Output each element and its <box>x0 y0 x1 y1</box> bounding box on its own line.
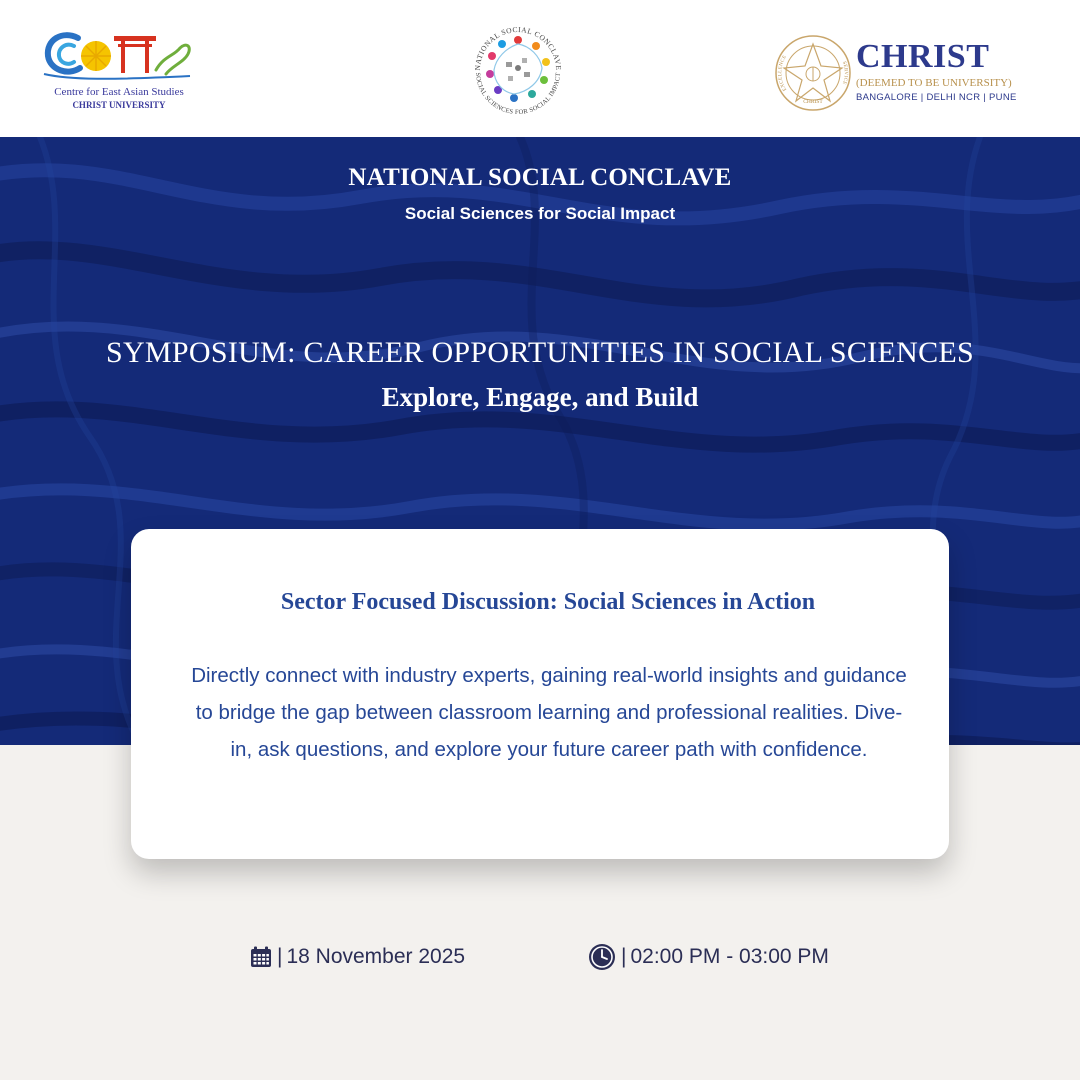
ceas-name: Centre for East Asian Studies <box>54 86 184 98</box>
ceas-institution: CHRIST UNIVERSITY <box>72 100 166 110</box>
event-date <box>250 942 465 972</box>
christ-seal-text-right: SERVICE <box>840 60 848 86</box>
logo-bar <box>0 0 1080 137</box>
christ-seal-text-bottom: CHRIST <box>803 99 823 105</box>
christ-name: CHRIST <box>856 38 990 75</box>
time-text: 02:00 PM - 03:00 PM <box>630 945 829 968</box>
nsc-ring-top-text: NATIONAL SOCIAL CONCLAVE <box>472 24 564 71</box>
national-social-conclave-seal-icon <box>466 22 570 118</box>
svg-text:SERVICE <box>841 61 848 85</box>
christ-campuses: BANGALORE | DELHI NCR | PUNE <box>856 92 1017 103</box>
national-social-conclave-logo <box>466 22 570 118</box>
christ-seal-text-left: EXCELLENCE <box>778 54 789 92</box>
clock-icon <box>588 943 616 971</box>
discussion-card <box>131 529 949 859</box>
conclave-title: NATIONAL SOCIAL CONCLAVE <box>348 164 732 191</box>
calendar-icon <box>250 946 272 968</box>
symposium-title: SYMPOSIUM: CAREER OPPORTUNITIES IN SOCIAL SCIENCES <box>105 336 975 369</box>
event-time <box>588 942 829 972</box>
conclave-subtitle: Social Sciences for Social Impact <box>404 204 676 223</box>
date-separator: | <box>277 945 283 968</box>
svg-text:EXCELLENCE <box>778 55 788 92</box>
card-description: Directly connect with industry experts, gaining real-world insights and guidance to bridge the gap between classroom learning and professional realities. Dive-in, ask questions, and explore your future career path with confidence. <box>191 664 907 761</box>
time-separator: | <box>621 945 627 968</box>
christ-tagline: (DEEMED TO BE UNIVERSITY) <box>856 77 1012 89</box>
svg-text:SOCIAL SCIENCES FOR SOCIAL IMP <box>474 72 562 116</box>
christ-university-seal-icon <box>774 34 852 112</box>
card-title: Sector Focused Discussion: Social Sciences in Action <box>280 589 816 615</box>
nsc-ring-bottom-text: SOCIAL SCIENCES FOR SOCIAL IMPACT <box>473 72 563 117</box>
ceas-logo <box>40 26 200 116</box>
symposium-subtitle: Explore, Engage, and Build <box>381 382 699 412</box>
ceas-logo-icon <box>40 26 200 86</box>
date-text: 18 November 2025 <box>286 945 466 968</box>
